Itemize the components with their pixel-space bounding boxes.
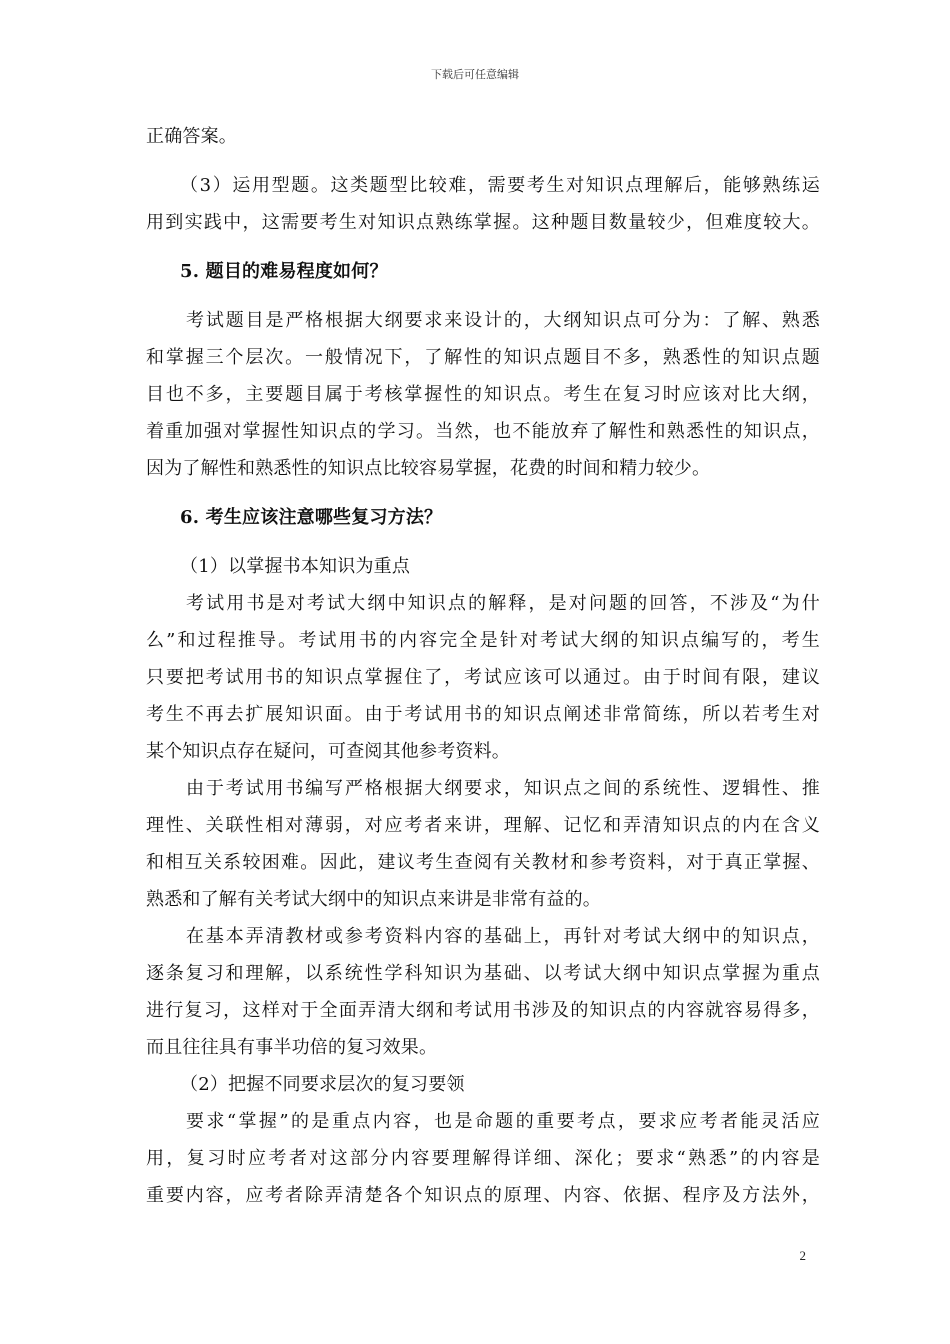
subsection-heading: （1）以掌握书本知识为重点 [180,556,411,577]
text-line: 要求“掌握”的是重点内容，也是命题的重要考点，要求应考者能灵活应 [186,1111,820,1132]
text-line: 重要内容，应考者除弄清楚各个知识点的原理、内容、依据、程序及方法外， [146,1185,820,1206]
text-line: 理性、关联性相对薄弱，对应考者来讲，理解、记忆和弄清知识点的内在含义 [146,815,820,836]
subsection-heading: （2）把握不同要求层次的复习要领 [180,1074,465,1095]
page-number: 2 [799,1248,806,1263]
text-line: 进行复习，这样对于全面弄清大纲和考试用书涉及的知识点的内容就容易得多， [146,1000,820,1021]
text-line: 熟悉和了解有关考试大纲中的知识点来讲是非常有益的。 [146,889,601,910]
text-line: 目也不多，主要题目属于考核掌握性的知识点。考生在复习时应该对比大纲， [146,384,820,405]
text-line: 正确答案。 [146,126,237,147]
text-line: 在基本弄清教材或参考资料内容的基础上，再针对考试大纲中的知识点， [186,926,820,947]
section-heading: 6. 考生应该注意哪些复习方法？ [180,507,443,528]
text-line: 着重加强对掌握性知识点的学习。当然，也不能放弃了解性和熟悉性的知识点， [146,421,820,442]
text-line: 用到实践中，这需要考生对知识点熟练掌握。这种题目数量较少，但难度较大。 [146,212,820,233]
page-header: 下载后可任意编辑 [431,68,519,81]
text-line: 考生不再去扩展知识面。由于考试用书的知识点阐述非常简练，所以若考生对 [146,704,820,725]
text-line: 考试题目是严格根据大纲要求来设计的，大纲知识点可分为：了解、熟悉 [186,310,820,331]
text-line: 么”和过程推导。考试用书的内容完全是针对考试大纲的知识点编写的，考生 [146,630,820,651]
text-line: 和相互关系较困难。因此，建议考生查阅有关教材和参考资料，对于真正掌握、 [146,852,820,873]
text-line: 考试用书是对考试大纲中知识点的解释，是对问题的回答，不涉及“为什 [186,593,820,614]
text-line: 逐条复习和理解，以系统性学科知识为基础、以考试大纲中知识点掌握为重点 [146,963,820,984]
text-line: 只要把考试用书的知识点掌握住了，考试应该可以通过。由于时间有限，建议 [146,667,820,688]
text-line: 某个知识点存在疑问，可查阅其他参考资料。 [146,741,510,762]
text-line: 因为了解性和熟悉性的知识点比较容易掌握，花费的时间和精力较少。 [146,458,711,479]
text-line: 而且往往具有事半功倍的复习效果。 [146,1037,438,1058]
text-line: （3）运用型题。这类题型比较难，需要考生对知识点理解后，能够熟练运 [180,175,820,196]
body-text [146,118,820,1214]
text-line: 由于考试用书编写严格根据大纲要求，知识点之间的系统性、逻辑性、推 [186,778,820,799]
text-line: 用，复习时应考者对这部分内容要理解得详细、深化；要求“熟悉”的内容是 [146,1148,820,1169]
text-line: 和掌握三个层次。一般情况下，了解性的知识点题目不多，熟悉性的知识点题 [146,347,820,368]
section-heading: 5. 题目的难易程度如何？ [180,261,388,282]
